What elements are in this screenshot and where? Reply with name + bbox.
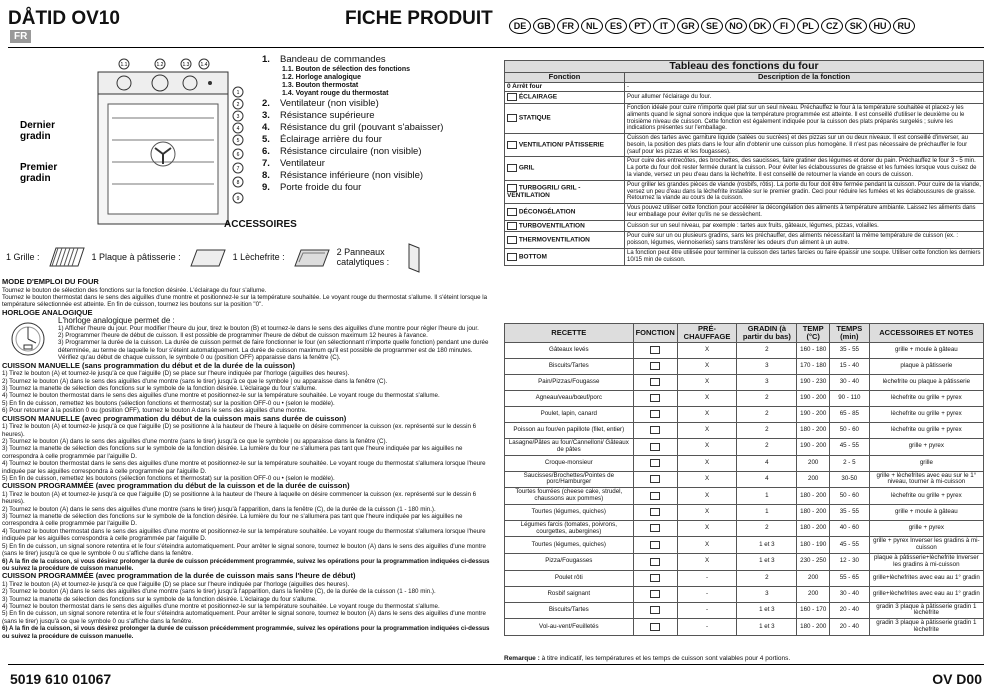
document-code: OV D00 <box>932 671 982 687</box>
function-row: STATIQUE Fonction idéale pour cuire n'importe quel plat sur un seul niveau. Préchauffez le four à la température souhaitée et placez-y les aliments quand le signal sonore indique que la température programmée est atteinte. Il est conseillé d'utiliser le deuxième ou le troisième niveau de cuisson. Cette fonction est également indiquée pour la cuisson des plats préparés surgelés ; suivre les indications présentes sur l'emballage. <box>505 103 984 133</box>
function-row: VENTILATION/ PÂTISSERIE Cuisson des tartes avec garniture liquide (salées ou sucrées) et des pizzas sur un ou deux niveaux. Il est conseillé d'inverser, au besoin, la position des plats dans le four afin d'obtenir une cuisson plus homogène. Il n'est pas nécessaire de préchauffer le four (sauf pour les pizzas et les fougasses). <box>505 134 984 157</box>
oven-diagram <box>20 58 260 238</box>
recipe-row: Rosbif saignant - 3 200 30 - 40 grille+lèchefrites avec eau au 1° gradin <box>505 586 984 602</box>
recipe-row: Saucisses/Brochettes/Pointes de porc/Hamburger X 4 200 30-50 grille + lèchefrites avec eau sur le 1° niveau, tourner à mi-cuisson <box>505 471 984 488</box>
steps-list <box>2 370 498 414</box>
product-code: 5019 610 01067 <box>10 671 112 687</box>
function-icon <box>650 346 660 354</box>
part-item: 1.2. Horloge analogique <box>282 74 361 81</box>
function-row: TURBOVENTILATION Cuisson sur un seul niveau, par exemple : tartes aux fruits, gâteaux, légumes, pizzas, volailles. <box>505 220 984 232</box>
drip-pan-icon <box>291 244 331 270</box>
model-name: DÅTID OV10 <box>8 8 120 29</box>
function-icon <box>650 574 660 582</box>
recipe-header: TEMPS (min) <box>829 324 869 343</box>
recipe-row: Agneau/veau/bœuf/porc X 2 190 - 200 90 - 110 lèchefrite ou grille + pyrex <box>505 391 984 407</box>
part-item: 4. Résistance du gril (pouvant s'abaisser) <box>262 122 444 133</box>
recipe-header: GRADIN (à partir du bas) <box>737 324 797 343</box>
accessory-grille-label: 1 Grille : <box>6 252 40 262</box>
part-item: 9. Porte froide du four <box>262 182 362 193</box>
last-rack-label: Dernier gradin <box>20 120 56 142</box>
recipe-row: Gâteaux levés X 2 160 - 180 35 - 55 grille + moule à gâteau <box>505 343 984 359</box>
step: 2) Tournez le bouton (A) dans le sens des aiguilles d'une montre (sans le tirer) jusqu'à ce que le symbole | ou apparaisse dans la fenêtre (C). <box>2 377 388 385</box>
step: 2) Tournez le bouton (A) dans le sens des aiguilles d'une montre (sans le tirer) jusqu'à l'apparition, dans la fenêtre (C), de la durée de la cuisson (1 - 180 min.). <box>2 588 436 596</box>
step: 5) En fin de cuisson, remettez les boutons (sélection fonctions et thermostat) sur la position OFF-0 ou • (selon le modèle). <box>2 474 335 482</box>
recipe-row: Tourtes (légumes, quiches) X 1 180 - 200 35 - 55 grille + moule à gâteau <box>505 504 984 520</box>
svg-text:7: 7 <box>236 166 240 172</box>
section-heading: CUISSON PROGRAMMÉE (avec programmation du début de la cuisson et de la durée de cuisson) <box>2 481 350 491</box>
section-heading: HORLOGE ANALOGIQUE <box>2 307 93 317</box>
step: 4) Tournez le bouton thermostat dans le sens des aiguilles d'une montre et positionnez-le sur la température souhaitée. Le voyant rouge du thermostat s'allumera lorsque l'heure indiquée par les aiguilles correspondra à celle programmée par l'aiguille D. <box>2 460 486 475</box>
recipe-row: Vol-au-vent/Feuilletés - 1 et 3 180 - 200 20 - 40 gradin 3 plaque à pâtisserie gradin 1 lèchefrite <box>505 619 984 636</box>
svg-text:1.3: 1.3 <box>182 62 190 68</box>
accessory-lechefrite-label: 1 Lèchefrite : <box>232 252 285 262</box>
language-code: IT <box>653 18 675 34</box>
remark <box>504 655 790 662</box>
svg-text:1.1: 1.1 <box>120 62 128 68</box>
step: 1) Tirez le bouton (A) et tournez-le jusqu'à ce que l'aiguille (D) se place sur l'heure indiquée par l'horloge (aiguilles des heures). <box>2 370 350 378</box>
recipe-row: Poulet rôti - 2 200 55 - 65 grille+lèchefrites avec eau au 1° gradin <box>505 570 984 586</box>
callout-3 <box>233 111 243 121</box>
part-item: 6. Résistance circulaire (non visible) <box>262 146 422 157</box>
step: 4) Tournez le bouton thermostat dans le sens des aiguilles d'une montre et positionnez-le sur la température souhaitée. Le voyant rouge du thermostat s'allume. <box>2 392 440 400</box>
instruction-text: Tournez le bouton de sélection des fonctions sur la fonction désirée. L'éclairage du four s'allume. <box>2 286 267 294</box>
recipe-row: Poulet, lapin, canard X 2 190 - 200 65 - 85 lèchefrite ou grille + pyrex <box>505 407 984 423</box>
function-row: TURBOGRIL/ GRIL - VENTILATION Pour griller les grandes pièces de viande (rosbifs, rôtis). La porte du four doit être fermée pendant la cuisson. Pour cuire de la viande, versez un peu d'eau dans la lèchefrite installée sur le premier gradin. Ceci pour réduire les fumées et les éclaboussures de graisse. Retournez la viande au cours de la cuisson. <box>505 180 984 203</box>
clock-step: 2) Programmer l'heure de début de cuisson. Il est possible de programmer l'heure de début de cuisson maximum 12 heures à l'avance. <box>58 332 428 340</box>
language-list <box>509 18 915 34</box>
footer-divider <box>8 664 984 665</box>
step: 4) Tournez le bouton thermostat dans le sens des aiguilles d'une montre et positionnez-le sur la température souhaitée. Le voyant rouge du thermostat s'allume. <box>2 603 440 611</box>
function-icon <box>650 459 660 467</box>
recipe-row: Légumes farcis (tomates, poivrons, courgettes, aubergines) X 2 180 - 200 40 - 60 grille + pyrex <box>505 520 984 537</box>
function-row: DÉCONGÉLATION Vous pouvez utiliser cette fonction pour accélérer la décongélation des aliments à température ambiante. Laissez les aliments dans leur emballage pour éviter qu'ils ne se dessèchent. <box>505 204 984 221</box>
part-item: 2. Ventilateur (non visible) <box>262 98 379 109</box>
step: 5) En fin de cuisson, un signal sonore retentira et le four s'éteindra automatiquement. Pour arrêter le signal sonore, tournez le bouton (A) dans le sens des aiguilles d'une montre (sans le tirer) jusqu'à ce que le symbole 0 ou s'affiche dans la fenêtre. <box>2 542 486 558</box>
language-code: ES <box>605 18 627 34</box>
accessory-plaque-label: 1 Plaque à pâtisserie : <box>91 252 181 262</box>
function-icon <box>507 208 517 216</box>
functions-table <box>504 60 984 266</box>
accessories-row <box>6 238 496 276</box>
step: 6) A la fin de la cuisson, si vous désirez prolonger la durée de cuisson précédemment programmée, suivez les opérations pour la programmation indiquées ci-dessus ou suivez la procédure de cuisson manuelle. <box>2 625 490 640</box>
language-code: FR <box>557 18 579 34</box>
step: 3) Tournez la manette de sélection des fonctions sur le symbole de la fonction désirée. L'éclairage du four s'allume. <box>2 384 317 392</box>
function-row: THERMOVENTILATION Pour cuire sur un ou plusieurs gradins, sans les préchauffer, des aliments nécessitant la même température de cuisson (ex. : poisson, légumes, viennoiseries) sans transférer les odeurs d'un aliment à un autre. <box>505 232 984 249</box>
accessories-title: ACCESSOIRES <box>224 219 297 230</box>
function-icon <box>507 236 517 244</box>
language-code: NL <box>581 18 603 34</box>
recipe-row: Pizza/Fougasses X 1 et 3 230 - 250 12 - 30 plaque à pâtisserie+lèchefrite Inverser les gradins à mi-cuisson <box>505 553 984 570</box>
section-heading: MODE D'EMPLOI DU FOUR <box>2 277 99 286</box>
language-code: RU <box>893 18 915 34</box>
section-heading: CUISSON MANUELLE (sans programmation du début et de la durée de la cuisson) <box>2 360 295 370</box>
function-icon <box>507 93 517 101</box>
function-icon <box>650 558 660 566</box>
baking-tray-icon <box>187 244 227 270</box>
callout-1.3 <box>181 59 191 69</box>
function-icon <box>507 222 517 230</box>
step: 2) Tournez le bouton (A) dans le sens des aiguilles d'une montre (sans le tirer) jusqu'à ce que le symbole | ou apparaisse dans la fenêtre (C). <box>2 437 388 445</box>
steps-list <box>2 581 498 640</box>
part-item: 5. Éclairage arrière du four <box>262 134 382 145</box>
col-function: Fonction <box>505 72 625 82</box>
step: 6) Pour retourner à la position 0 ou (position OFF), tournez le bouton A dans le sens des aiguilles d'une montre. <box>2 407 307 415</box>
step: 1) Tirez le bouton (A) et tournez-le jusqu'à ce que l'aiguille (D) se place sur l'heure indiquée par l'horloge (aiguilles des heures). <box>2 580 350 588</box>
language-badge: FR <box>10 30 31 43</box>
recipe-row: Tourtes fourrées (cheese cake, strudel, chaussons aux pommes) X 1 180 - 200 50 - 60 lèchefrite ou grille + pyrex <box>505 488 984 505</box>
function-icon <box>507 164 517 172</box>
function-icon <box>650 394 660 402</box>
part-item: 1.3. Bouton thermostat <box>282 82 359 89</box>
language-code: DE <box>509 18 531 34</box>
recipe-row: Pain/Pizzas/Fougasse X 3 190 - 230 30 - 40 lèchefrite ou plaque à pâtisserie <box>505 375 984 391</box>
svg-text:6: 6 <box>236 152 240 158</box>
catalytic-panel-icon <box>405 240 425 274</box>
accessory-panels-label: 2 Panneaux catalytiques : <box>336 247 390 267</box>
function-icon <box>650 623 660 631</box>
remark-label: Remarque : <box>504 655 540 662</box>
analog-clock-icon <box>2 317 54 361</box>
function-icon <box>650 590 660 598</box>
function-row: BOTTOM La fonction peut être utilisée pour terminer la cuisson des tartes farcies ou faire épaissir une soupe. Utiliser cette fonction les derniers 10/15 min de cuisson. <box>505 248 984 265</box>
function-icon <box>650 443 660 451</box>
function-icon <box>650 362 660 370</box>
instructions <box>2 278 498 640</box>
part-item: 3. Résistance supérieure <box>262 110 375 121</box>
svg-text:3: 3 <box>236 114 240 120</box>
col-description: Description de la fonction <box>625 72 984 82</box>
steps-list <box>2 491 498 572</box>
svg-text:5: 5 <box>236 138 240 144</box>
callout-5 <box>233 135 243 145</box>
callout-6 <box>233 149 243 159</box>
callout-1.2 <box>155 59 165 69</box>
function-icon <box>650 475 660 483</box>
svg-text:2: 2 <box>236 102 240 108</box>
recipes-table <box>504 323 984 636</box>
language-code: HU <box>869 18 891 34</box>
recipe-row: Lasagne/Pâtes au four/Cannelloni/ Gâteaux de pâtes X 2 190 - 200 45 - 55 grille + pyrex <box>505 439 984 456</box>
recipe-row: Poisson au four/en papillote (filet, entier) X 2 180 - 200 50 - 60 lèchefrite ou grille + pyrex <box>505 423 984 439</box>
svg-text:9: 9 <box>236 196 240 202</box>
language-code: SE <box>701 18 723 34</box>
part-item: 8. Résistance inférieure (non visible) <box>262 170 424 181</box>
svg-text:1.2: 1.2 <box>156 62 164 68</box>
callout-1 <box>233 87 243 97</box>
language-code: CZ <box>821 18 843 34</box>
function-row: ÉCLAIRAGE Pour allumer l'éclairage du four. <box>505 92 984 104</box>
part-item: 1.1. Bouton de sélection des fonctions <box>282 66 410 73</box>
clock-step: 3) Programmer la durée de la cuisson. La durée de cuisson permet de faire fonctionner le four (en sélectionnant n'importe quelle fonction) pendant une durée déterminée, au terme de laquelle le four s'éteint automatiquement. La durée de cuisson maximum qu'il est possible de programmer est de 180 minutes. <box>58 339 489 354</box>
recipe-header: FONCTION <box>633 324 677 343</box>
function-icon <box>650 524 660 532</box>
step: 1) Tirez le bouton (A) et tournez-le jusqu'à ce que l'aiguille (D) se positionne à la hauteur de l'heure à laquelle on désire commencer la cuisson (ex. représenté sur le dessin 6 heures). <box>2 490 477 506</box>
remark-text: à titre indicatif, les températures et les temps de cuisson sont valables pour 4 portions. <box>539 655 791 662</box>
callout-4 <box>233 123 243 133</box>
function-row: 0 Arrêt four - <box>505 82 984 92</box>
step: 5) En fin de cuisson, remettez les boutons (sélection fonctions et thermostat) sur la position OFF-0 ou • (selon le modèle). <box>2 399 335 407</box>
svg-text:1: 1 <box>236 90 240 96</box>
function-icon <box>650 508 660 516</box>
clock-intro: L'horloge analogique permet de : <box>58 316 175 326</box>
callout-8 <box>233 177 243 187</box>
steps-list <box>2 423 498 482</box>
language-code: GB <box>533 18 555 34</box>
function-icon <box>507 141 517 149</box>
section-heading: CUISSON MANUELLE (avec programmation du début de la cuisson mais sans durée de cuisson) <box>2 413 347 423</box>
grille-icon <box>46 244 86 270</box>
clock-step: 1) Afficher l'heure du jour. Pour modifier l'heure du jour, tirez le bouton (B) et tournez-le dans le sens des aiguilles d'une montre pour régler l'heure du jour. <box>58 324 479 332</box>
language-code: DK <box>749 18 771 34</box>
section-heading: CUISSON PROGRAMMÉE (avec programmation de la durée de cuisson mais sans l'heure de début) <box>2 571 356 581</box>
language-code: PL <box>797 18 819 34</box>
function-icon <box>650 426 660 434</box>
first-rack-label: Premier gradin <box>20 162 58 184</box>
language-code: PT <box>629 18 651 34</box>
function-icon <box>650 410 660 418</box>
header-divider <box>8 47 984 48</box>
recipe-header: PRÉ-CHAUFFAGE <box>677 324 736 343</box>
svg-text:4: 4 <box>236 126 240 132</box>
page-title: FICHE PRODUIT <box>345 8 493 29</box>
function-icon <box>650 378 660 386</box>
recipe-header: RECETTE <box>505 324 634 343</box>
function-icon <box>650 606 660 614</box>
language-code: NO <box>725 18 747 34</box>
function-icon <box>650 492 660 500</box>
function-icon <box>650 541 660 549</box>
svg-text:8: 8 <box>236 180 240 186</box>
function-row: GRIL Pour cuire des entrecôtes, des brochettes, des saucisses, faire gratiner des légumes et dorer du pain. Préchauffez le four 3 - 5 min. La porte du four doit rester fermée durant la cuisson. Pour éviter les éclaboussures de graisse et les fumées lorsque vous cuisez de la viande, versez un peu d'eau dans la lèchefrite. Il est conseillé de retourner la viande en cours de cuisson. <box>505 157 984 180</box>
functions-table-title: Tableau des fonctions du four <box>505 61 984 73</box>
callout-1.4 <box>199 59 209 69</box>
recipe-header: TEMP (°C) <box>797 324 829 343</box>
svg-text:1.4: 1.4 <box>200 62 208 68</box>
step: 3) Tournez la manette de sélection des fonctions sur le symbole de la fonction désirée. La lumière du four ne s'allumera pas tant que l'heure indiquée par les aiguilles ne correspondra à celle programmée par l'aiguille D. <box>2 445 463 460</box>
function-icon <box>507 253 517 261</box>
recipe-row: Croque-monsieur X 4 200 2 - 5 grille <box>505 455 984 471</box>
step: 3) Tournez la manette de sélection des fonctions sur le symbole de la fonction désirée. La lumière du four ne s'allumera pas tant que l'heure indiquée par les aiguilles ne correspondra à celle programmée par l'aiguille D. <box>2 513 463 528</box>
callout-2 <box>233 99 243 109</box>
part-item: 7. Ventilateur <box>262 158 325 169</box>
step: 6) A la fin de la cuisson, si vous désirez prolonger la durée de cuisson précédemment programmée, suivez les opérations pour la programmation indiquées ci-dessus ou suivez la procédure de cuisson manuelle. <box>2 557 490 572</box>
step: 1) Tirez le bouton (A) et tournez-le jusqu'à ce que l'aiguille (D) se positionne à la hauteur de l'heure à laquelle on désire commencer la cuisson (ex. représenté sur le dessin 6 heures). <box>2 423 477 438</box>
function-icon <box>507 114 517 122</box>
language-code: SK <box>845 18 867 34</box>
parts-list <box>262 54 443 194</box>
callout-9 <box>233 193 243 203</box>
instruction-text: Tournez le bouton thermostat dans le sens des aiguilles d'une montre et positionnez-le sur la température souhaitée. Le voyant rouge du thermostat s'allume. Il s'éteint lorsque la température sélectionnée est atteinte. En fin de cuisson, tournez les boutons sur la position "0". <box>2 293 488 309</box>
callout-1.1 <box>119 59 129 69</box>
clock-step: Vérifiez qu'au début de chaque cuisson, le symbole 0 ou (position OFF) apparaisse dans la fenêtre (C). <box>58 354 341 362</box>
part-item: 1. Bandeau de commandes <box>262 54 386 65</box>
language-code: GR <box>677 18 699 34</box>
step: 5) En fin de cuisson, un signal sonore retentira et le four s'éteindra automatiquement. Pour arrêter le signal sonore, tournez le bouton (A) dans le sens des aiguilles d'une montre (sans le tirer) jusqu'à ce que le symbole 0 ou s'affiche dans la fenêtre. <box>2 610 486 625</box>
recipe-row: Tourtes (légumes, quiches) X 1 et 3 180 - 190 45 - 55 grille + pyrex Inverser les gradins à mi-cuisson <box>505 537 984 554</box>
part-item: 1.4. Voyant rouge du thermostat <box>282 90 389 97</box>
recipe-row: Biscuits/Tartes X 3 170 - 180 15 - 40 plaque à pâtisserie <box>505 359 984 375</box>
step: 4) Tournez le bouton thermostat dans le sens des aiguilles d'une montre et positionnez-le sur la température souhaitée. Le voyant rouge du thermostat s'allumera lorsque l'heure indiquée par les aiguilles correspondra à celle programmée par l'aiguille D. <box>2 527 486 543</box>
callout-7 <box>233 163 243 173</box>
recipe-row: Biscuits/Tartes - 1 et 3 160 - 170 20 - 40 gradin 3 plaque à pâtisserie gradin 1 lèchefrite <box>505 602 984 619</box>
language-code: FI <box>773 18 795 34</box>
step: 2) Tournez le bouton (A) dans le sens des aiguilles d'une montre (sans le tirer) jusqu'à l'apparition, dans la fenêtre (C), de la durée de la cuisson (1 - 180 min.). <box>2 505 436 513</box>
recipe-header: ACCESSOIRES ET NOTES <box>869 324 983 343</box>
step: 3) Tournez la manette de sélection des fonctions sur le symbole de la fonction désirée. L'éclairage du four s'allume. <box>2 595 317 603</box>
